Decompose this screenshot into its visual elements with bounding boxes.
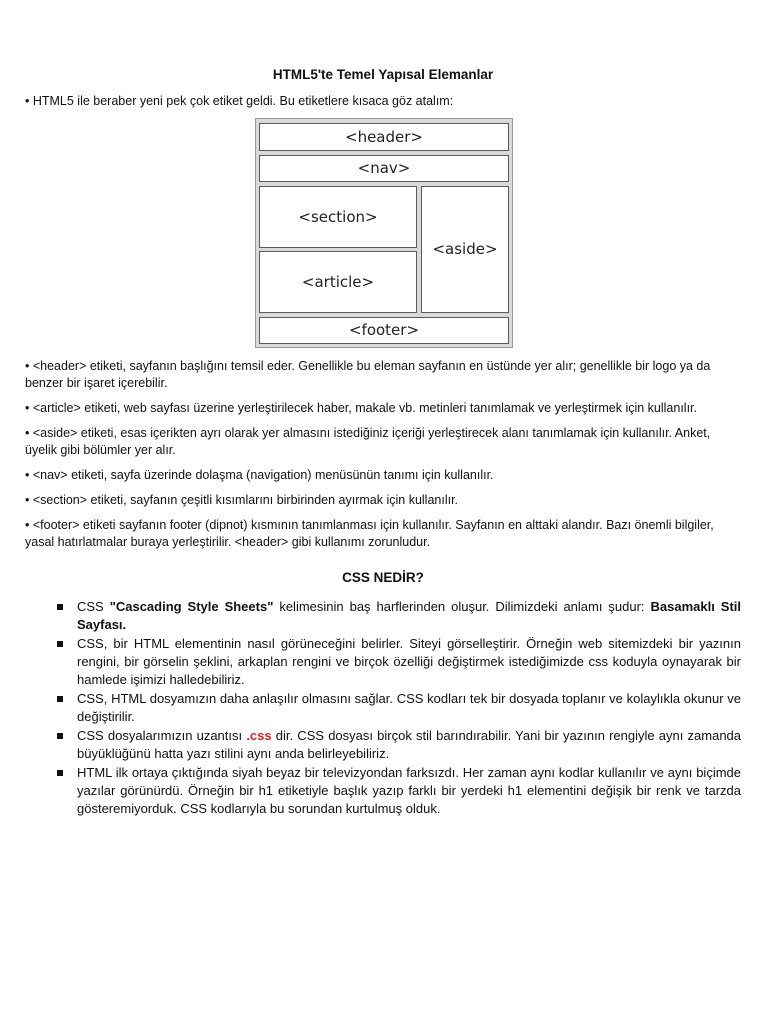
description-header: • <header> etiketi, sayfanın başlığını temsil eder. Genellikle bu eleman sayfanın en üstünde yer alır; genellikle bir logo ya da benzer bir işaret içerebilir.: [25, 359, 711, 390]
diagram-section-box: <section>: [259, 186, 417, 248]
css-extension: .css: [246, 728, 272, 743]
square-bullet-icon: [57, 770, 63, 776]
description-article: • <article> etiketi, web sayfası üzerine yerleştirilecek haber, makale vb. metinleri tanımlamak ve yerleştirmek için kullanılır.: [25, 401, 698, 415]
item1-bold-meaning: Basamaklı Stil Sayfası.: [77, 599, 741, 632]
item3-text: CSS, HTML dosyamızın daha anlaşılır olmasını sağlar. CSS kodları tek bir dosyada toplanır ve kolaylıkla okunur ve değiştirilir.: [77, 691, 741, 724]
list-item: [25, 598, 741, 634]
css-heading: CSS NEDİR?: [342, 570, 424, 585]
html5-layout-diagram: [255, 118, 513, 348]
description-nav: • <nav> etiketi, sayfa üzerinde dolaşma (navigation) menüsünün tanımı için kullanılır.: [25, 468, 494, 482]
document-page: [25, 66, 741, 819]
page-title: HTML5'te Temel Yapısal Elemanlar: [272, 67, 494, 82]
item2-text: CSS, bir HTML elementinin nasıl görüneceğini belirler. Siteyi görselleştirir. Örneğin web sitemizdeki bir yazının rengini, bir görselin şeklini, arkaplan rengini ve birçok özelliği değiştirmek istediğimizde css koduyla oynayarak bir hamlede işimizi halledebiliriz.: [77, 636, 741, 687]
item1-mid: kelimesinin baş harflerinden oluşur. Dilimizdeki anlamı şudur:: [273, 599, 651, 614]
item5-text: HTML ilk ortaya çıktığında siyah beyaz bir televizyondan farksızdı. Her zaman aynı kodlar kullanılır ve aynı biçimde yazılar görünürdü. Örneğin bir h1 etiketiyle başlık yazıp farklı bir yerdeki h1 elementini değişik bir renk ve tarzda gösteremiyorduk. CSS kodlarıyla bu sorundan kurtulmuş olduk.: [77, 765, 741, 816]
item4-pre: CSS dosyalarımızın uzantısı: [77, 728, 247, 743]
item1-bold-term: "Cascading Style Sheets": [109, 599, 274, 614]
square-bullet-icon: [57, 696, 63, 702]
css-bullet-list: [25, 598, 741, 818]
item1-pre: CSS: [77, 599, 110, 614]
square-bullet-icon: [57, 604, 63, 610]
list-item: [25, 690, 741, 726]
diagram-nav-box: <nav>: [259, 155, 509, 182]
list-item: [25, 764, 741, 818]
item4-post: dir. CSS dosyası birçok stil barındırabilir. Yani bir yazının rengiyle aynı zamanda büyüklüğünü hatta yazı stilini aynı anda belirleyebiliriz.: [77, 728, 742, 761]
intro-paragraph: • HTML5 ile beraber yeni pek çok etiket geldi. Bu etiketlere kısaca göz atalım:: [25, 94, 454, 108]
diagram-header-box: <header>: [259, 123, 509, 151]
list-item: [25, 727, 741, 763]
diagram-article-box: <article>: [259, 251, 417, 313]
description-section: • <section> etiketi, sayfanın çeşitli kısımlarını birbirinden ayırmak için kullanılır.: [25, 493, 459, 507]
description-footer: • <footer> etiketi sayfanın footer (dipnot) kısmının tanımlanması için kullanılır. Sayfanın en alttaki alandır. Bazı önemli bilgiler, yasal hatırlatmalar buraya yerleştirilir. <header> gibi kullanımı zorunludur.: [25, 518, 714, 549]
diagram-aside-box: <aside>: [421, 186, 509, 313]
list-item: [25, 635, 741, 689]
description-aside: • <aside> etiketi, esas içerikten ayrı olarak yer almasını istediğiniz içeriği yerleştirecek alanı tanımlamak için kullanılır. Anket, üyelik gibi bölümler yer alır.: [25, 426, 711, 457]
square-bullet-icon: [57, 733, 63, 739]
diagram-footer-box: <footer>: [259, 317, 509, 344]
square-bullet-icon: [57, 641, 63, 647]
